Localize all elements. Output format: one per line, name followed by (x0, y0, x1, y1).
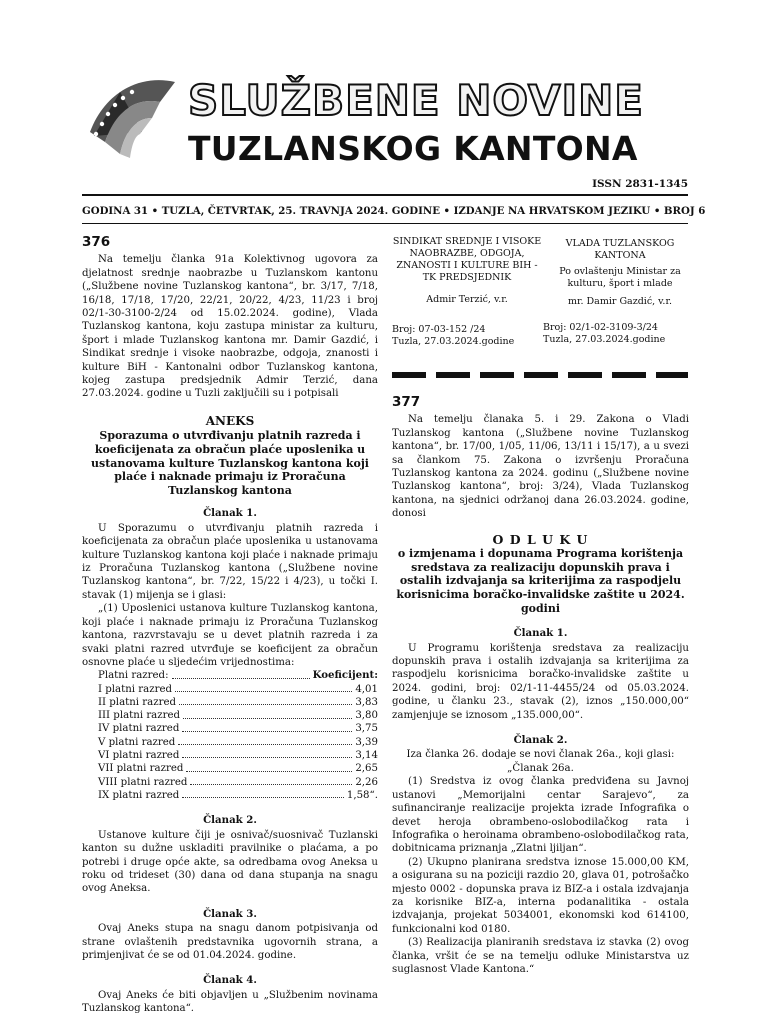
aneks-subtitle: Sporazuma o utvrđivanju platnih razreda i koeficijenata za obračun plaće uposlenika u ustanovama kulture Tuzlanskog kantona koji plaće i naknade primaju iz Proračuna Tuzlanskog kantona (91, 429, 369, 497)
header-rule-bottom (82, 223, 688, 224)
signatory-role: Po ovlaštenju Ministar za kulturu, šport i mlade (559, 266, 681, 289)
table-row (98, 789, 378, 802)
table-row (98, 762, 378, 775)
article-heading: Članak 1. (203, 507, 257, 520)
table-cell-koeficijent: 3,39 (355, 736, 378, 748)
signatory-name: Admir Terzić, v.r. (426, 294, 508, 305)
doc-intro: Na temelju članaka 5. i 29. Zakona o Vladi Tuzlanskog kantona („Službene novine Tuzlanskog kantona“, br. 17/00, 1/05, 11/06, 13/11 i 15/17), a u svezi sa člankom 75. Zakona o izvršenju Proračuna Tuzlanskog kantona za 2024. godinu („Službene novine Tuzlanskog kantona“, broj: 3/24), Vlada Tuzlanskog kantona, na sjednici održanoj dana 26.03.2024. godine, donosi (392, 414, 689, 520)
coat-of-arms-logo (80, 72, 180, 172)
table-header-left: Platni razred: (98, 670, 169, 682)
table-row (98, 709, 378, 722)
table-cell-koeficijent: 3,80 (355, 710, 378, 722)
doc-376 (82, 236, 378, 1016)
table-cell-koeficijent: 2,65 (355, 763, 378, 775)
article-text: Ustanove kulture čiji je osnivač/suosnivač Tuzlanski kanton su dužne uskladiti pravilnike o plaćama, a po potrebi i druge opće akte, sa odredbama ovog Aneksa u roku od trideset (30) dana od dana stupanja na snagu ovog Aneksa. (82, 829, 378, 895)
table-cell-koeficijent: 2,26 (355, 776, 378, 788)
table-row (98, 683, 378, 696)
table-cell-razred: VII platni razred (98, 763, 184, 775)
article-heading: Članak 3. (203, 907, 257, 920)
table-row (98, 723, 378, 736)
article-text: U Programu korištenja sredstava za realizaciju dopunskih prava i ostalih izdvajanja sa kriterijima za raspodjelu korisnicima boračko-invalidske zaštite u 2024. godini, broj: 02/1-11-4455/24 od 05.03.2024. godine, u članku 23., stavak (2), iznos „150.000,00“ zamjenjuje se iznosom „135.000,00“. (392, 642, 689, 721)
signatory-org: SINDIKAT SREDNJE I VISOKE NAOBRAZBE, ODGOJA, ZNANOSTI I KULTURE BIH - TK PREDSJEDNIK (392, 236, 542, 283)
issn-label: ISSN 2831-1345 (592, 178, 688, 190)
article-text: Ovaj Aneks stupa na snagu danom potpisivanja od strane ovlaštenih predstavnika ugovornih strana, a primjenjivat će se od 01.04.2024. godine. (82, 923, 378, 961)
header-rule-top (82, 194, 688, 196)
article-text: Ovaj Aneks će biti objavljen u „Službenim novinama Tuzlanskog kantona“. (82, 989, 378, 1015)
reference-date: Tuzla, 27.03.2024.godine (392, 336, 515, 347)
signatory-org: VLADA TUZLANSKOG KANTONA (565, 238, 675, 261)
article-text: (3) Realizacija planiranih sredstava iz stavka (2) ovog članka, vršit će se na temelju odluke Ministarstva uz suglasnost Vlade Kantona.“ (392, 937, 689, 975)
article-text: „Članak 26a. (507, 762, 574, 774)
signatory-name: mr. Damir Gazdić, v.r. (568, 296, 672, 307)
masthead-subtitle: TUZLANSKOG KANTONA (188, 129, 638, 168)
aneks-heading: ANEKS (205, 413, 255, 428)
article-text: „(1) Uposlenici ustanova kulture Tuzlanskog kantona, koji plaće i naknade primaju iz Proračuna Tuzlanskog kantona, razvrstavaju se u devet platnih razreda i za svaki platni razred utvrđuje se koeficijent za obračun osnovne plaće u sljedećim vrijednostima: (82, 603, 378, 668)
reference-number: Broj: 02/1-02-3109-3/24 (543, 322, 658, 333)
article-heading: Članak 2. (203, 814, 257, 827)
reference-number: Broj: 07-03-152 /24 (392, 324, 486, 335)
signature-left (392, 236, 542, 306)
odluka-subtitle: o izmjenama i dopunama Programa korištenja sredstava za realizaciju dopunskih prava i ostalih izdvajanja sa kriterijima za raspodjelu korisnicima boračko-invalidske zaštite u 2024. godini (396, 547, 685, 615)
table-cell-razred: VI platni razred (98, 749, 180, 761)
table-cell-koeficijent: 3,83 (355, 696, 378, 708)
masthead-title: SLUŽBENE NOVINE (188, 76, 644, 125)
odluka-heading: O D L U K U (492, 531, 589, 547)
article-text: Iza članka 26. dodaje se novi članak 26a., koji glasi: (406, 749, 675, 761)
table-header (98, 669, 378, 682)
doc-number: 376 (82, 234, 111, 250)
table-cell-koeficijent: 3,75 (355, 723, 378, 735)
table-cell-koeficijent: 1,58“. (346, 789, 378, 801)
coefficient-table (98, 669, 378, 802)
article-heading: Članak 2. (513, 734, 568, 747)
table-cell-razred: VIII platni razred (98, 776, 188, 788)
reference-date: Tuzla, 27.03.2024.godine (543, 334, 666, 345)
table-cell-razred: I platni razred (98, 683, 172, 695)
table-header-right: Koeficijent: (312, 669, 378, 682)
table-cell-razred: IV platni razred (98, 723, 180, 735)
doc-377 (392, 396, 689, 976)
table-cell-razred: V platni razred (98, 736, 176, 748)
article-heading: Članak 4. (203, 974, 257, 987)
table-cell-razred: II platni razred (98, 696, 177, 708)
doc-number: 377 (392, 394, 421, 410)
doc-intro: Na temelju članka 91a Kolektivnog ugovora za djelatnost srednje naobrazbe u Tuzlanskom kantonu („Službene novine Tuzlanskog kantona“, br. 3/17, 7/18, 16/18, 17/18, 17/20, 22/21, 20/22, 4/23, 11/23 i broj 02/1-30-3100-2/24 od 15.02.2024. godine), Vlada Tuzlanskog kantona, koju zastupa ministar za kulturu, šport i mlade Tuzlanskog kantona mr. Damir Gazdić, i Sindikat srednje i visoke naobrazbe, odgoja, znanosti i kulture BiH - Kantonalni odbor Tuzlanskog kantona, kojeg zastupa predsjednik Admir Terzić, dana 27.03.2024. godine u Tuzli zaključili su i potpisali (82, 254, 378, 400)
table-row (98, 736, 378, 749)
article-text: (1) Sredstva iz ovog članka predviđena su Javnoj ustanovi „Memorijalni centar Sarajevo“, za sufinanciranje realizacije projekta izrade Infografika o devet heroja obrambeno-oslobodilačkog rata i Infografika o heroinama obrambeno-oslobodilačkog rata, dobitnicama priznanja „Zlatni ljiljan“. (392, 776, 689, 855)
table-cell-koeficijent: 4,01 (355, 683, 378, 695)
table-row (98, 749, 378, 762)
signature-left-ref (392, 324, 542, 348)
signature-right-ref (543, 322, 689, 346)
table-cell-razred: IX platni razred (98, 789, 180, 801)
article-heading: Članak 1. (513, 627, 568, 640)
table-row (98, 696, 378, 709)
article-text: U Sporazumu o utvrđivanju platnih razreda i koeficijenata za obračun plaće uposlenika u ustanovama kulture Tuzlanskog kantona koji plaće i naknade primaju iz Proračuna Tuzlanskog kantona („Službene novine Tuzlanskog kantona“, br. 7/22, 15/22 i 4/23), u točki I. stavak (1) mijenja se i glasi: (82, 522, 378, 601)
table-cell-razred: III platni razred (98, 710, 181, 722)
table-cell-koeficijent: 3,14 (355, 749, 378, 761)
issue-line: GODINA 31 • TUZLA, ČETVRTAK, 25. TRAVNJA 2024. GODINE • IZDANJE NA HRVATSKOM JEZIKU • BROJ 6 (82, 205, 706, 217)
article-text: (2) Ukupno planirana sredstva iznose 15.000,00 KM, a osigurana su na poziciji razdio 20, glava 01, potrošačko mjesto 0002 - dopunska prava iz BIZ-a i ostala izdvajanja za korisnike BIZ-a, interna podanalitika - ostala izdvajanja, projekat 5034001, ekonomski kod 614100, funkcionalni kod 0180. (392, 856, 689, 935)
table-row (98, 776, 378, 789)
signature-right (552, 238, 688, 308)
